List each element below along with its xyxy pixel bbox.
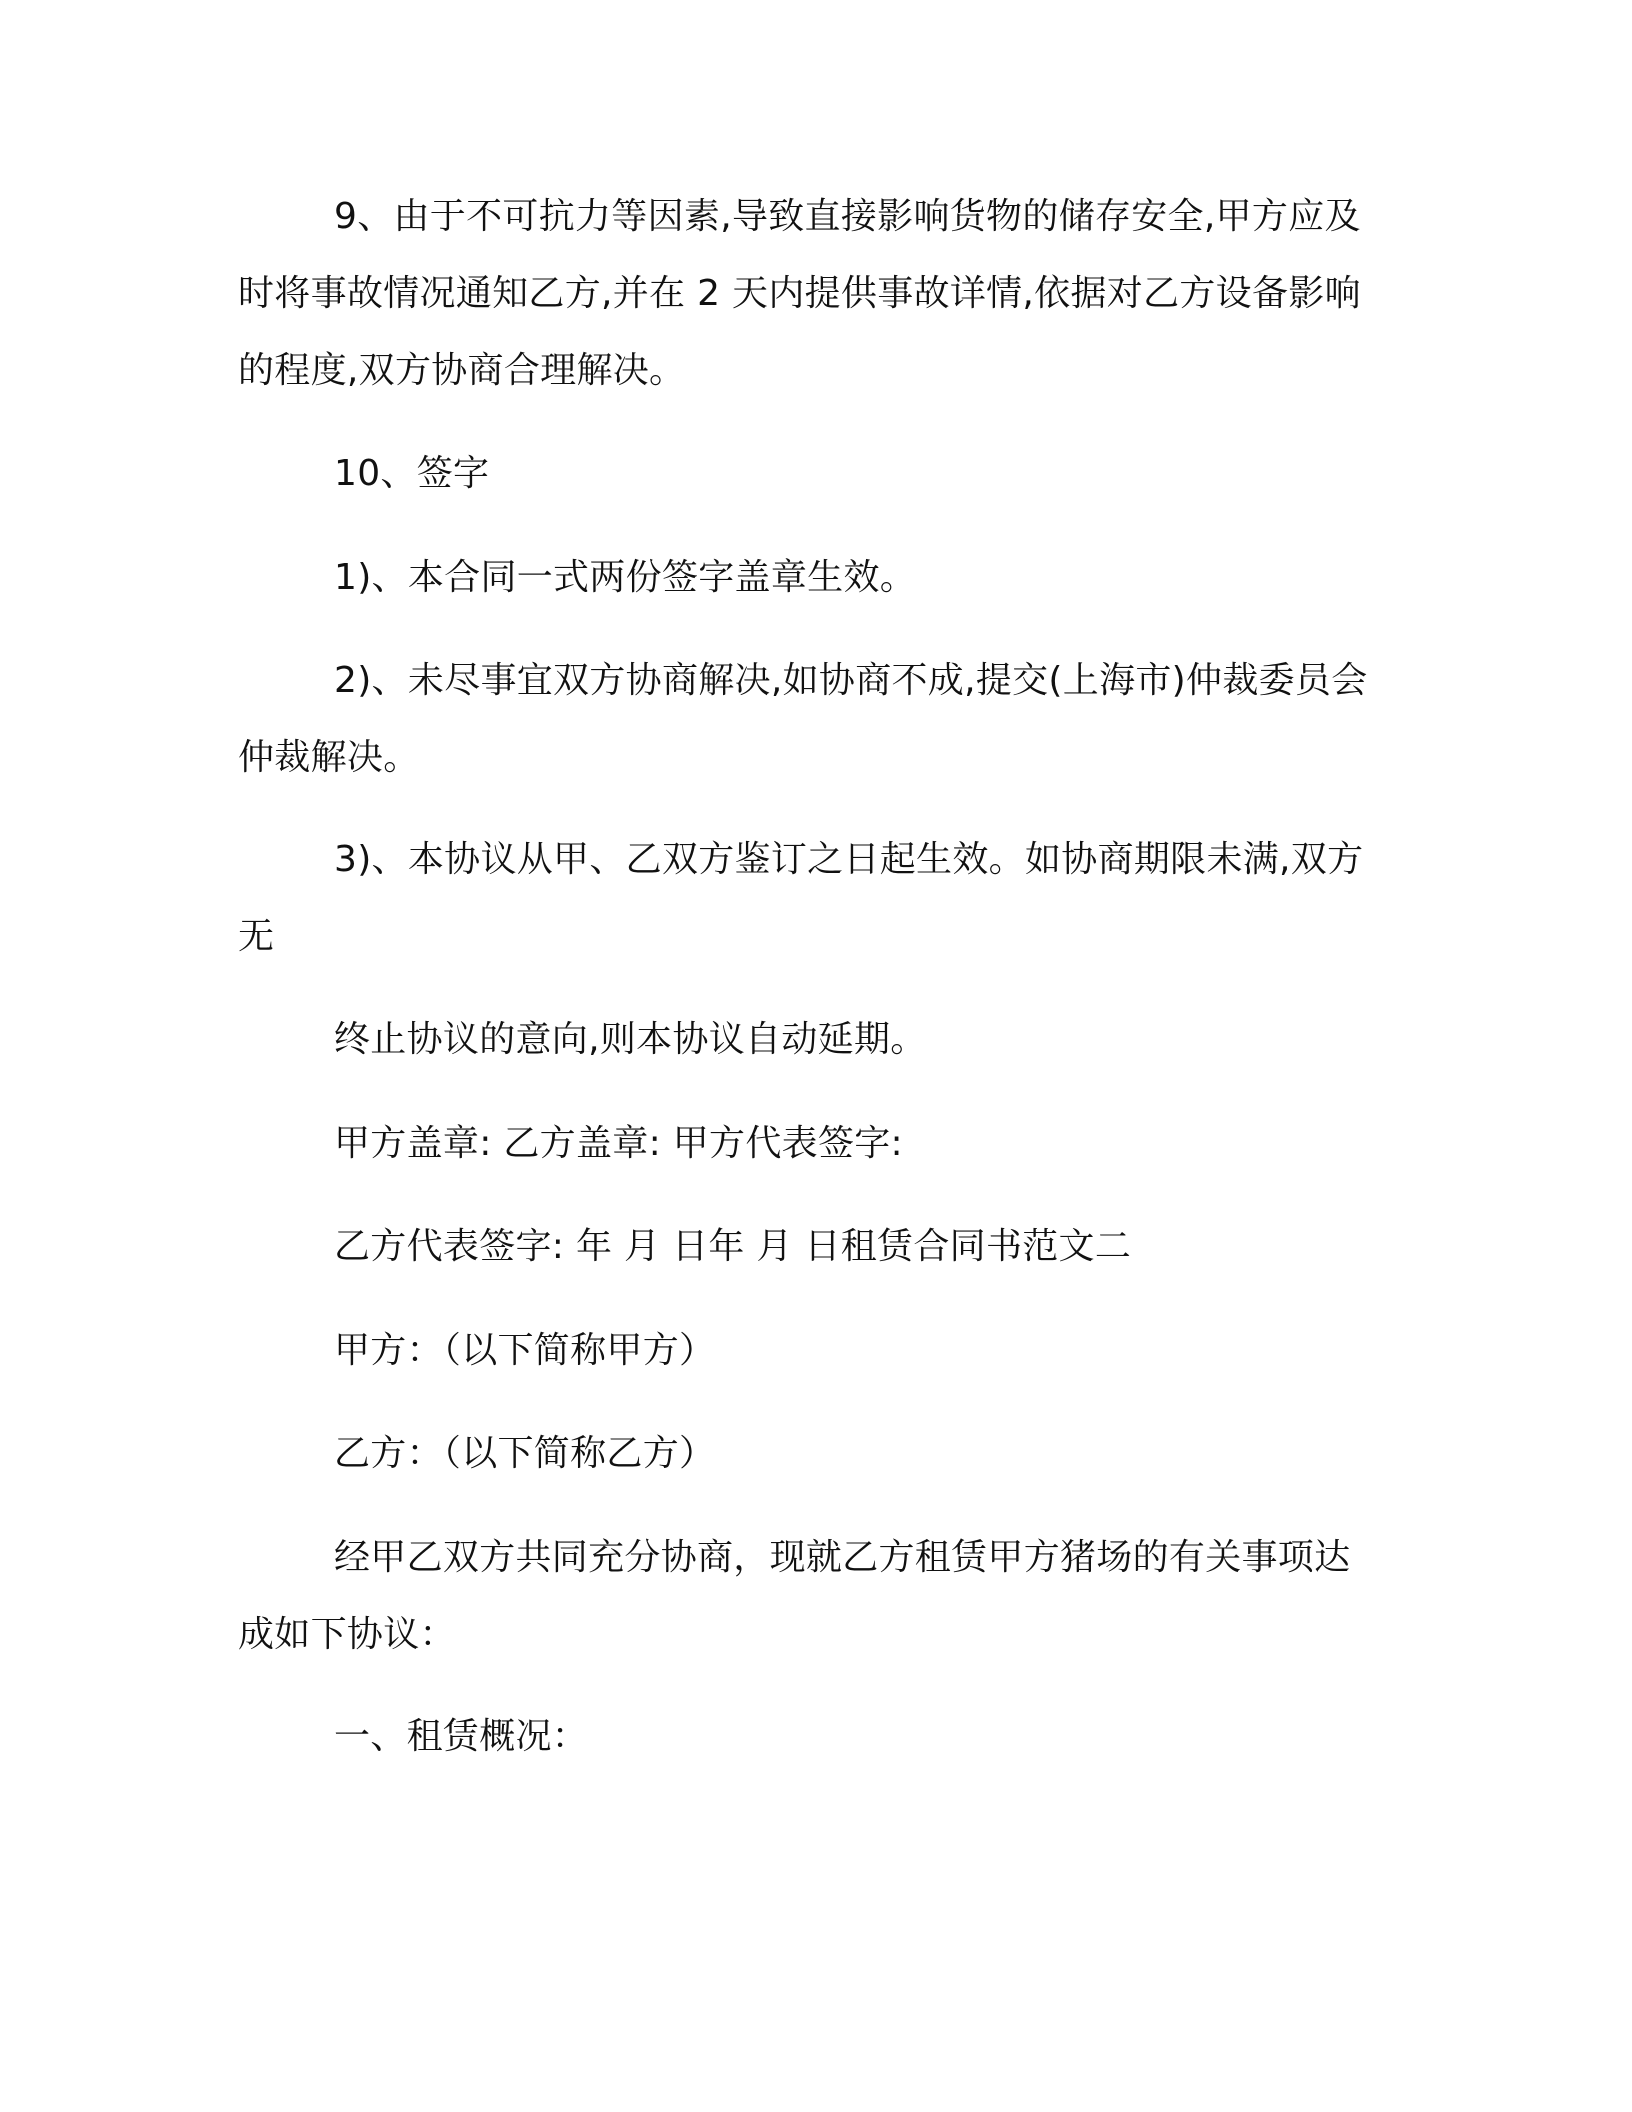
item-1-line-1: 1)、本合同一式两份签字盖章生效。 bbox=[334, 557, 917, 598]
item-2-line-2: 仲裁解决。 bbox=[238, 737, 420, 778]
seal-signature-line: 甲方盖章: 乙方盖章: 甲方代表签字: bbox=[334, 1123, 903, 1164]
party-b-line: 乙方：（以下简称乙方） bbox=[334, 1433, 716, 1474]
item-3-continuation: 终止协议的意向,则本协议自动延期。 bbox=[334, 1019, 927, 1060]
clause-9-line-1: 9、由于不可抗力等因素,导致直接影响货物的储存安全,甲方应及 bbox=[334, 196, 1361, 237]
section-1-heading: 一、租赁概况： bbox=[334, 1716, 589, 1757]
date-title-line: 乙方代表签字: 年 月 日年 月 日租赁合同书范文二 bbox=[334, 1226, 1132, 1267]
agreement-intro-line-1: 经甲乙双方共同充分协商，现就乙方租赁甲方猪场的有关事项达 bbox=[334, 1537, 1351, 1578]
item-3-line-2: 无 bbox=[238, 916, 275, 957]
item-2-line-1: 2)、未尽事宜双方协商解决,如协商不成,提交(上海市)仲裁委员会 bbox=[334, 660, 1368, 701]
clause-9-line-3: 的程度,双方协商合理解决。 bbox=[238, 350, 686, 391]
clause-10-heading: 10、签字 bbox=[334, 453, 490, 494]
party-a-line: 甲方：（以下简称甲方） bbox=[334, 1330, 716, 1371]
agreement-intro-line-2: 成如下协议： bbox=[238, 1614, 456, 1655]
item-3-line-1: 3)、本协议从甲、乙双方鉴订之日起生效。如协商期限未满,双方 bbox=[334, 839, 1364, 880]
clause-9-line-2: 时将事故情况通知乙方,并在 2 天内提供事故详情,依据对乙方设备影响 bbox=[238, 273, 1361, 314]
